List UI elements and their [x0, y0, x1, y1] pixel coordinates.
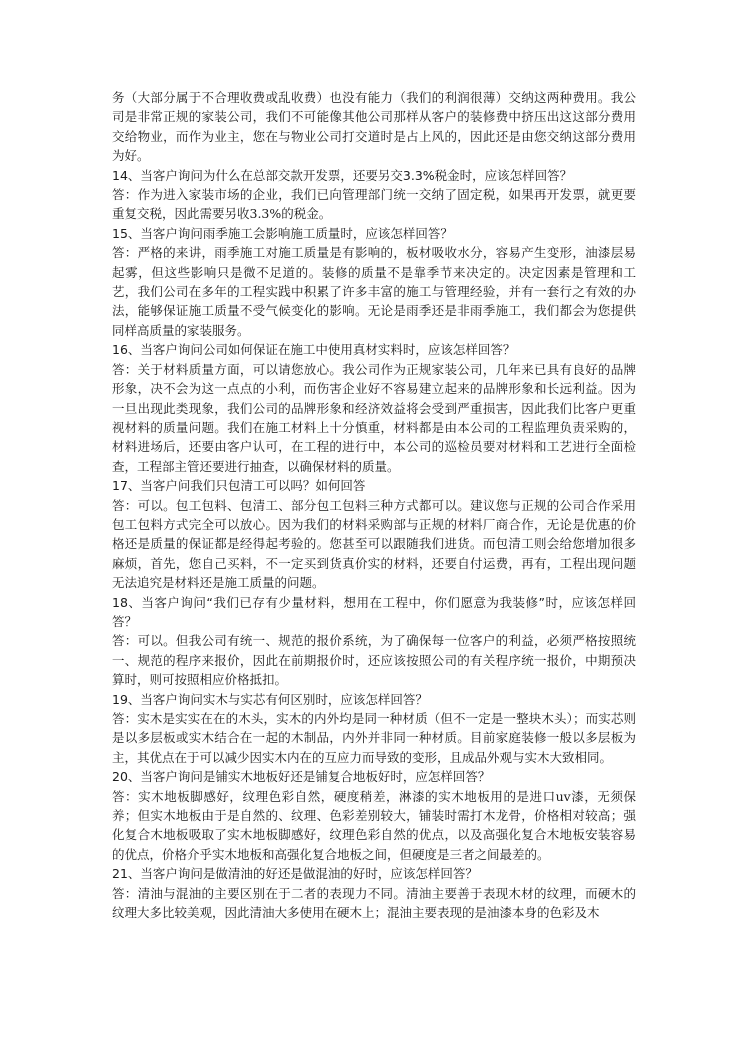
question-15: 15、当客户询问雨季施工会影响施工质量时，应该怎样回答？ [112, 225, 453, 241]
question-20: 20、当客户询问是铺实木地板好还是铺复合地板好时，应怎样回答？ [112, 769, 491, 785]
answer-18: 答：可以。但我公司有统一、规范的报价系统，为了确保每一位客户的利益，必须严格按照统一、规范的程序来报价，因此在前期报价时，还应该按照公司的有关程序统一报价，中期预决算时，则可按照相应价格抵扣。 [112, 633, 636, 688]
question-19: 19、当客户询问实木与实芯有何区别时，应该怎样回答？ [112, 691, 428, 707]
question-18: 18、当客户询问“我们已存有少量材料，想用在工程中，你们愿意为我装修”时，应该怎样回答？ [112, 594, 636, 629]
question-16: 16、当客户询问公司如何保证在施工中使用真材实料时，应该怎样回答？ [112, 342, 516, 358]
answer-17: 答：可以。包工包料、包清工、部分包工包料三种方式都可以。建议您与正规的公司合作采用包工包料方式完全可以放心。因为我们的材料采购部与正规的材料厂商合作，无论是优惠的价格还是质量的保证都是经得起考验的。您甚至可以跟随我们进货。而包清工则会给您增加很多麻烦，首先，您自己买料，不一定买到货真价实的材料，还要自付运费，再有，工程出现问题无法追究是材料还是施工质量的问题。 [112, 497, 636, 591]
question-17: 17、当客户问我们只包清工可以吗？如何回答 [112, 478, 366, 494]
answer-21: 答：清油与混油的主要区别在于二者的表现力不同。清油主要善于表现木材的纹理，而硬木的纹理大多比较美观，因此清油大多使用在硬木上；混油主要表现的是油漆本身的色彩及木 [112, 885, 636, 921]
question-14: 14、当客户询问为什么在总部交款开发票，还要另交3.3%税金时，应该怎样回答？ [112, 167, 573, 183]
answer-20: 答：实木地板脚感好，纹理色彩自然，硬度稍差，淋漆的实木地板用的是进口uv漆，无须保养；但实木地板由于是自然的、纹理、色彩差别较大，铺装时需打木龙骨，价格相对较高；强化复合木地板吸取了实木地板脚感好，纹理色彩自然的优点，以及高强化复合木地板安装容易的优点，价格介乎实木地板和高强化复合地板之间，但硬度是三者之间最差的。 [112, 788, 636, 862]
answer-19: 答：实木是实实在在的木头，实木的内外均是同一种材质（但不一定是一整块木头）；而实芯则是以多层板或实木结合在一起的木制品，内外并非同一种材质。目前家庭装修一般以多层板为主，其优点在于可以减少因实木内在的互应力而导致的变形，且成品外观与实木大致相同。 [112, 711, 636, 765]
answer-15: 答：严格的来讲，雨季施工对施工质量是有影响的，板材吸收水分，容易产生变形，油漆层易起雾，但这些影响只是微不足道的。装修的质量不是靠季节来决定的。决定因素是管理和工艺，我们公司在多年的工程实践中积累了许多丰富的施工与管理经验，并有一套行之有效的办法，能够保证施工质量不受气候变化的影响。无论是雨季还是非雨季施工，我们都会为您提供同样高质量的家装服务。 [112, 245, 636, 338]
paragraph-continuation: 务（大部分属于不合理收费或乱收费）也没有能力（我们的利润很薄）交纳这两种费用。我公司是非常正规的家装公司，我们不可能像其他公司那样从客户的装修费中挤压出这这部分费用交给物业，而作为业主，您在与物业公司打交道时是占上风的，因此还是由您交纳这部分费用为好。 [112, 90, 636, 164]
document-page [112, 88, 636, 922]
answer-14: 答：作为进入家装市场的企业，我们已向管理部门统一交纳了固定税，如果再开发票，就更要重复交税，因此需要另收3.3%的税金。 [112, 187, 636, 222]
question-21: 21、当客户询问是做清油的好还是做混油的好时，应该怎样回答？ [112, 866, 478, 882]
answer-16: 答：关于材料质量方面，可以请您放心。我公司作为正规家装公司，几年来已具有良好的品牌形象，决不会为这一点点的小利，而伤害企业好不容易建立起来的品牌形象和长远利益。因为一旦出现此类现象，我们公司的品牌形象和经济效益将会受到严重损害，因此我们比客户更重视材料的质量问题。我们在施工材料上十分慎重，材料都是由本公司的工程监理负责采购的，材料进场后，还要由客户认可，在工程的进行中，本公司的巡检员要对材料和工艺进行全面检查，工程部主管还要进行抽查，以确保材料的质量。 [112, 361, 636, 474]
